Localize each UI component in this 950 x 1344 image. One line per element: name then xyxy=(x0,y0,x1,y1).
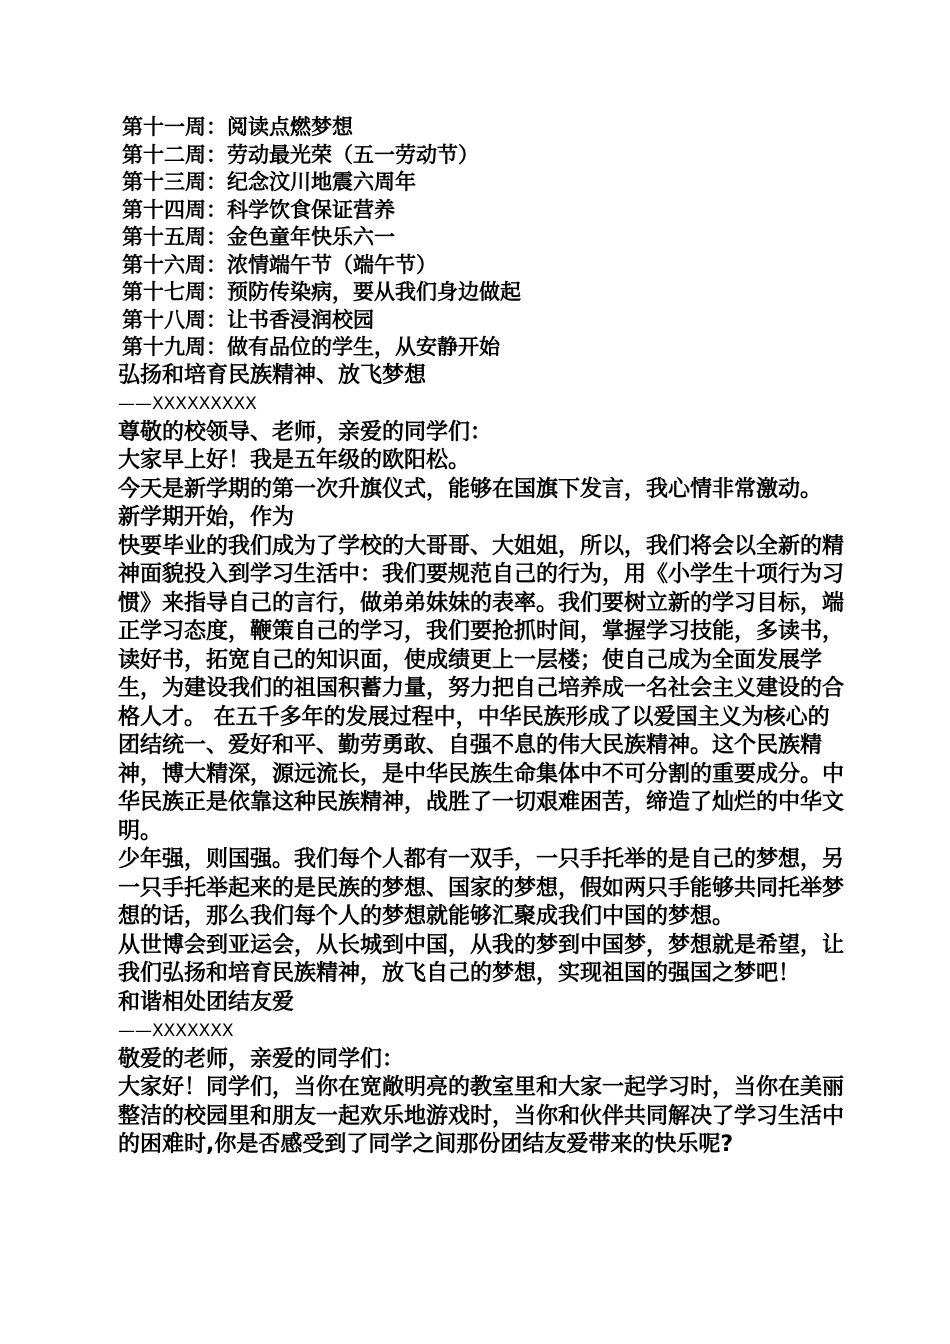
week-item: 第十一周：阅读点燃梦想 xyxy=(122,115,353,139)
speech-byline: ——XXXXXXXXX xyxy=(118,394,257,414)
speech-paragraph: 今天是新学期的第一次升旗仪式，能够在国旗下发言，我心情非常激动。 新学期开始，作为 xyxy=(118,476,823,530)
speech-one xyxy=(118,362,848,989)
speech-paragraph: 大家好！同学们，当你在宽敞明亮的教室里和大家一起学习时，当你在美丽整洁的校园里和朋友一起欢乐地游戏时，当你和伙伴共同解决了学习生活中的困难时,你是否感受到了同学之间那份团结友爱带来的快乐呢? xyxy=(118,1075,845,1157)
week-item: 第十八周：让书香浸润校园 xyxy=(122,307,374,332)
speech-byline: ——XXXXXXX xyxy=(118,1021,234,1041)
speech-two xyxy=(118,989,848,1160)
week-item: 第十九周：做有品位的学生，从安静开始 xyxy=(122,335,500,359)
weekly-theme-list xyxy=(118,114,848,362)
week-item: 第十六周：浓情端午节（端午节） xyxy=(122,252,437,277)
speech-greeting: 敬爱的老师，亲爱的同学们： xyxy=(118,1046,405,1072)
week-item: 第十二周：劳动最光荣（五一劳动节） xyxy=(122,142,479,167)
speech-title: 和谐相处团结友爱 xyxy=(118,989,295,1015)
speech-paragraph: 大家早上好！我是五年级的欧阳松。 xyxy=(118,448,471,473)
speech-title: 弘扬和培育民族精神、放飞梦想 xyxy=(118,362,427,388)
document-content xyxy=(118,114,848,1160)
week-item: 第十三周：纪念汶川地震六周年 xyxy=(122,170,416,194)
week-item: 第十四周：科学饮食保证营养 xyxy=(122,197,395,222)
speech-paragraph: 少年强，则国强。我们每个人都有一双手，一只手托举的是自己的梦想，另一只手托举起来的是民族的梦想、国家的梦想，假如两只手能够共同托举梦想的话，那么我们每个人的梦想就能够汇聚成我们中国的梦想。 xyxy=(118,847,845,929)
week-item: 第十五周：金色童年快乐六一 xyxy=(122,225,395,249)
speech-paragraph: 从世博会到亚运会，从长城到中国，从我的梦到中国梦，梦想就是希望，让我们弘扬和培育民族精神，放飞自己的梦想，实现祖国的强国之梦吧！ xyxy=(118,932,845,986)
speech-greeting: 尊敬的校领导、老师，亲爱的同学们： xyxy=(118,419,493,445)
week-item: 第十七周：预防传染病，要从我们身边做起 xyxy=(122,280,521,304)
speech-paragraph: 快要毕业的我们成为了学校的大哥哥、大姐姐，所以，我们将会以全新的精神面貌投入到学习生活中：我们要规范自己的行为，用《小学生十项行为习惯》来指导自己的言行，做弟弟妹妹的表率。我们要树立新的学习目标，端正学习态度，鞭策自己的学习，我们要抢抓时间，掌握学习技能，多读书，读好书，拓宽自己的知识面，使成绩更上一层楼；使自己成为全面发展学生，为建设我们的祖国积蓄力量，努力把自己培养成一名社会主义建设的合格人才。 在五千多年的发展过程中，中华民族形成了以爱国主义为核心的团结统一、爱好和平、勤劳勇敢、自强不息的伟大民族精神。这个民族精神，博大精深，源远流长，是中华民族生命集体中不可分割的重要成分。中华民族正是依靠这种民族精神，战胜了一切艰难困苦，缔造了灿烂的中华文明。 xyxy=(118,533,845,844)
